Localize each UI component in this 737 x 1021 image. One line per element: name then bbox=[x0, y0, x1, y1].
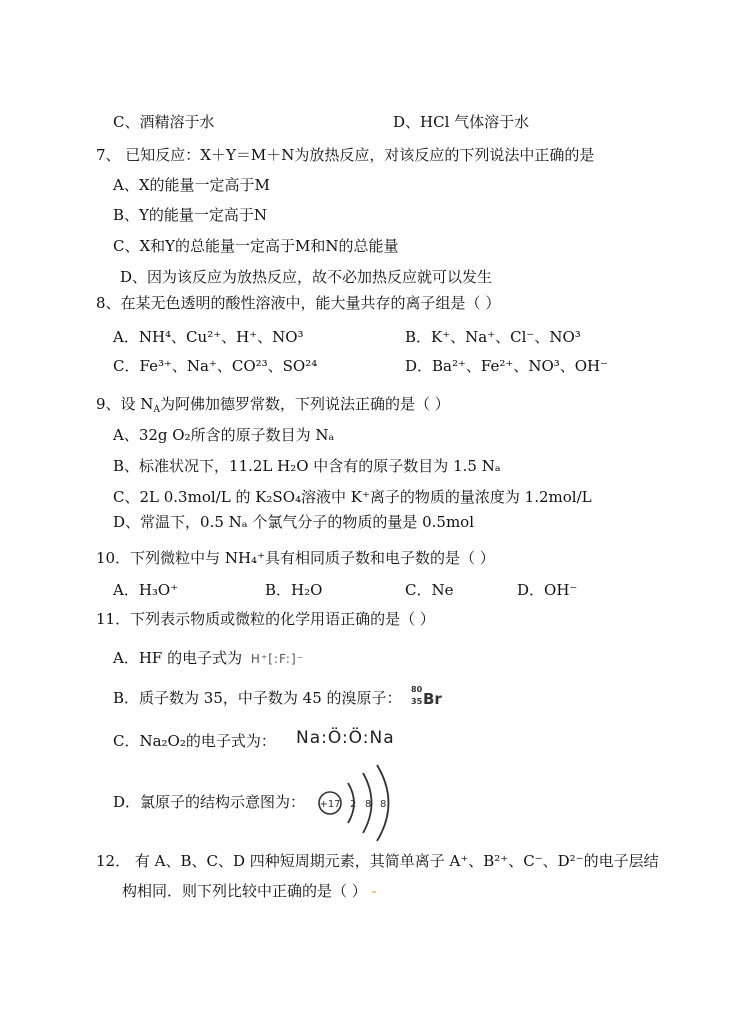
q9-option-c: C、2L 0.3mol/L 的 K₂SO₄溶液中 K⁺离子的物质的量浓度为 1.2mol/L bbox=[113, 488, 592, 506]
nucleus-label: +17 bbox=[319, 799, 341, 810]
bromine-nuclide-figure: 80 35 Br bbox=[411, 685, 442, 708]
q12-stem-line2: 构相同．则下列比较中正确的是（ ） - bbox=[122, 882, 377, 900]
q8-option-c: C．Fe³⁺、Na⁺、CO²³、SO²⁴ bbox=[113, 357, 318, 375]
shell-2-count: 8 bbox=[365, 799, 372, 810]
q10-option-a: A．H₃O⁺ bbox=[113, 581, 179, 599]
q6-option-d: D、HCl 气体溶于水 bbox=[393, 113, 530, 131]
q7-option-a: A、X的能量一定高于M bbox=[113, 176, 270, 194]
q8-option-d: D．Ba²⁺、Fe²⁺、NO³、OH⁻ bbox=[405, 357, 609, 375]
q7-stem: 7、 已知反应：X＋Y＝M＋N为放热反应，对该反应的下列说法中正确的是 bbox=[96, 146, 595, 164]
q9-option-a: A、32g O₂所含的原子数目为 Nₐ bbox=[113, 426, 335, 444]
q10-option-d: D．OH⁻ bbox=[517, 581, 578, 599]
q11-option-d: D．氯原子的结构示意图为： bbox=[113, 793, 306, 811]
hf-electron-formula-figure: H⁺[:F:]⁻ bbox=[250, 652, 304, 666]
q8-stem: 8、在某无色透明的酸性溶液中，能大量共存的离子组是（ ） bbox=[96, 294, 501, 312]
q7-option-b: B、Y的能量一定高于N bbox=[113, 206, 268, 224]
q7-option-c: C、X和Y的总能量一定高于M和N的总能量 bbox=[113, 237, 399, 255]
q8-option-b: B．K⁺、Na⁺、Cl⁻、NO³ bbox=[405, 328, 581, 346]
q11-option-a: A．HF 的电子式为 H⁺[:F:]⁻ bbox=[113, 649, 304, 667]
q12-stem-line1: 12． 有 A、B、C、D 四种短周期元素，其简单离子 A⁺、B²⁺、C⁻、D²⁻的电子层结 bbox=[96, 852, 659, 870]
na2o2-electron-formula-figure: Na:Ö:Ö:Na bbox=[296, 728, 395, 748]
q10-option-b: B．H₂O bbox=[265, 581, 323, 599]
q9-option-b: B、标准状况下，11.2L H₂O 中含有的原子数目为 1.5 Nₐ bbox=[113, 457, 501, 475]
q8-option-a: A．NH⁴、Cu²⁺、H⁺、NO³ bbox=[113, 328, 304, 346]
q9-option-d: D、常温下，0.5 Nₐ 个氯气分子的物质的量是 0.5mol bbox=[113, 513, 475, 531]
q11-option-b: B．质子数为 35，中子数为 45 的溴原子： bbox=[113, 689, 402, 707]
q11-stem: 11．下列表示物质或微粒的化学用语正确的是（ ） bbox=[96, 610, 435, 628]
shell-1-count: 2 bbox=[350, 799, 357, 810]
q9-stem: 9、设 $N_A$为阿佛加德罗常数，下列说法正确的是（ ） bbox=[96, 395, 450, 415]
q11-option-c: C．Na₂O₂的电子式为： bbox=[113, 732, 276, 750]
q6-option-c: C、酒精溶于水 bbox=[113, 113, 215, 131]
q10-option-c: C．Ne bbox=[405, 581, 454, 599]
q10-stem: 10．下列微粒中与 NH₄⁺具有相同质子数和电子数的是（ ） bbox=[96, 549, 495, 567]
chlorine-atom-structure-figure bbox=[310, 762, 410, 844]
q12-mark: - bbox=[371, 882, 377, 900]
shell-3-count: 8 bbox=[380, 799, 387, 810]
q7-option-d: D、因为该反应为放热反应，故不必加热反应就可以发生 bbox=[120, 268, 493, 286]
